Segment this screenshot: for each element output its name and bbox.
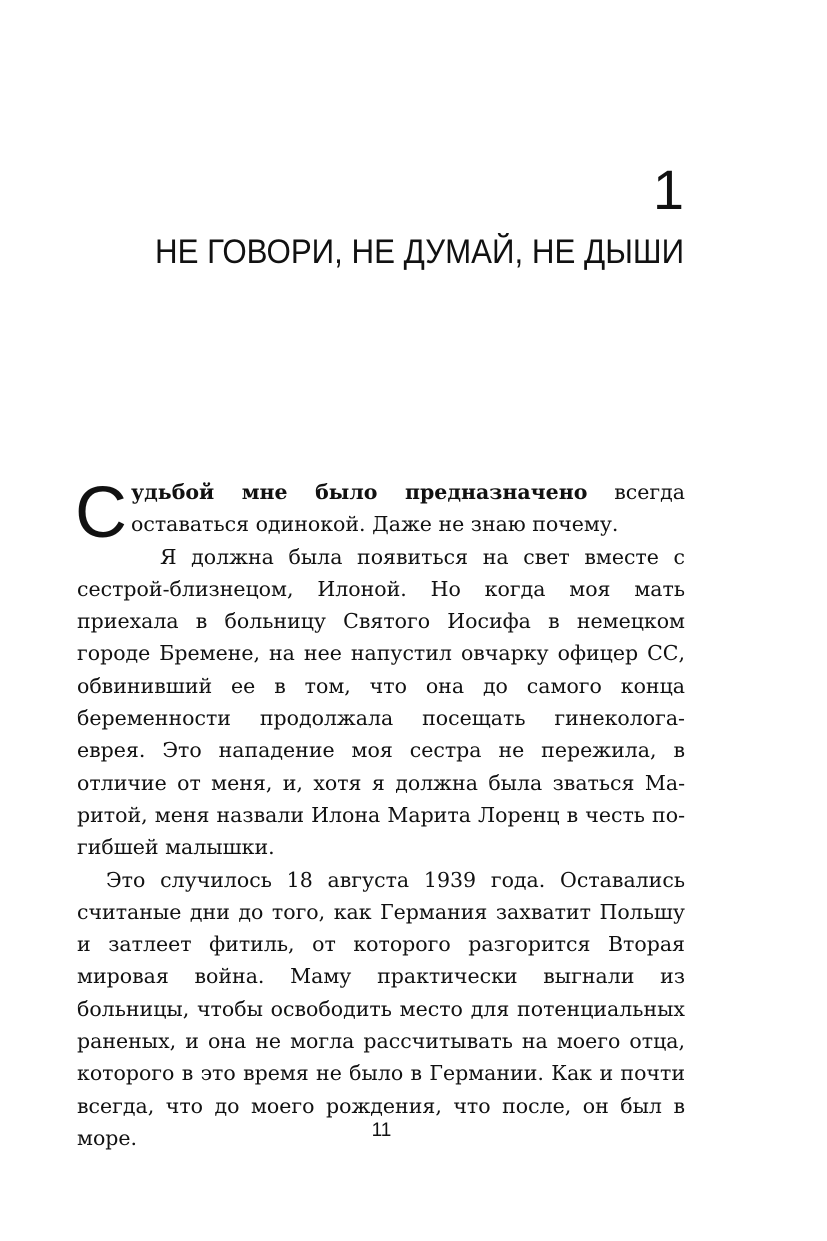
- drop-cap: С: [75, 473, 127, 553]
- paragraph-3: Это случилось 18 августа 1939 года. Оставались считаные дни до того, как Германия захватит Польшу и затлеет фитиль, от которого разгорится Вторая мировая война. Маму практически выгнали из больницы, чтобы освободить место для потенциальных раненых, и она не могла рассчитывать на моего отца, которого в это время не было в Германии. Как и почти всегда, что до моего рождения, что после, он был в море.: [77, 867, 685, 1150]
- paragraph-1: [75, 473, 685, 553]
- paragraph-2: Я должна была появиться на свет вместе с сестрой-близнецом, Илоной. Но когда моя мать приехала в больницу Святого Иосифа в немецком городе Бремене, на нее напустил овчарку офицер СС, обвинивший ее в том, что она до самого конца беременности продолжала посещать гинеколога-еврея. Это нападение моя сестра не пережила, в отличие от меня, и, хотя я должна была зваться Маритой, меня назвали Илона Марита Лоренц в честь погибшей малышки.: [77, 544, 685, 860]
- lead-in-bold: удьбой мне было предназначено: [131, 480, 588, 504]
- chapter-body: [75, 473, 685, 1154]
- page-number: 11: [371, 1120, 392, 1141]
- chapter-number: 1: [652, 158, 684, 221]
- chapter-title: НЕ ГОВОРИ, НЕ ДУМАЙ, НЕ ДЫШИ: [154, 233, 684, 271]
- paragraph-1-text: всегда оставаться одинокой. Даже не знаю почему.: [131, 480, 685, 537]
